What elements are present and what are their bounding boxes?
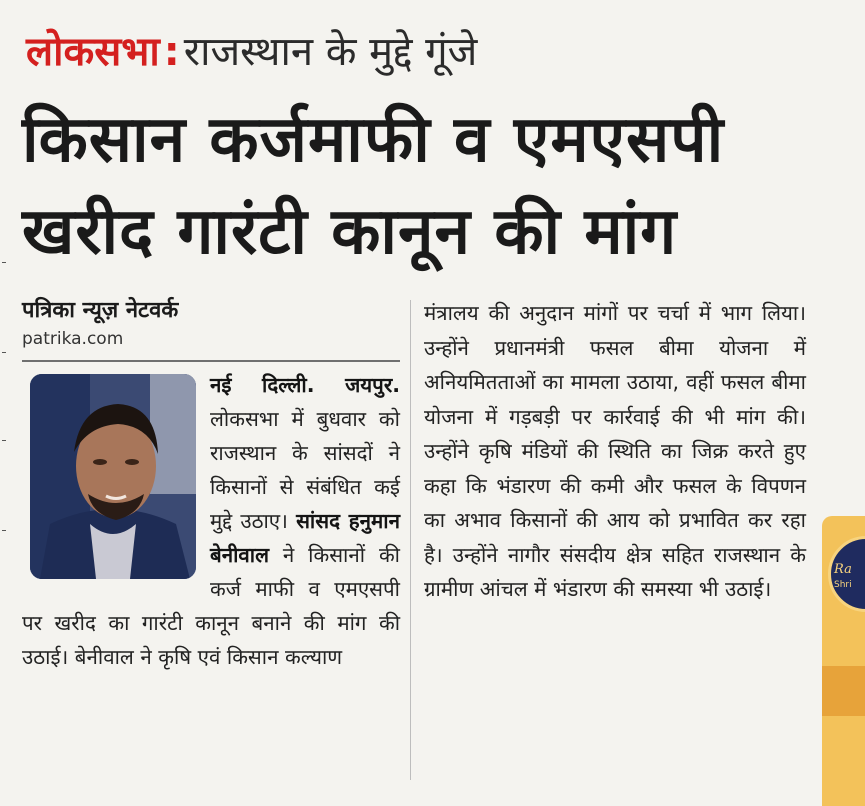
mp-photo — [30, 374, 196, 579]
dateline: नई दिल्ली. जयपुर. — [210, 373, 400, 397]
byline-site: patrika.com — [22, 329, 124, 349]
margin-mark — [2, 530, 6, 531]
margin-mark — [2, 352, 6, 353]
margin-mark — [2, 440, 6, 441]
byline-divider — [22, 360, 400, 362]
margin-mark — [2, 262, 6, 263]
headline-line-1: किसान कर्जमाफी व एमएसपी — [22, 103, 725, 177]
kicker-separator: : — [163, 29, 180, 75]
headline-line-2: खरीद गारंटी कानून की मांग — [22, 195, 678, 269]
kicker — [26, 24, 477, 80]
column-divider — [410, 300, 411, 780]
ad-subtext: Shri — [834, 580, 852, 590]
adjacent-advertisement — [822, 516, 865, 806]
article-body-left — [22, 368, 400, 674]
portrait-image — [30, 374, 196, 579]
article-column-left — [22, 296, 400, 674]
article-left-rest: ने किसानों की कर्ज माफी व एमएसपी पर खरीद का गारंटी कानून बनाने की मांग की उठाई। बेनीवाल ने कृषि एवं किसान कल्याण — [22, 543, 400, 669]
speaker-name: सांसद हनुमान बेनीवाल — [210, 509, 400, 567]
ad-text: Ra — [834, 562, 852, 577]
ad-band — [822, 666, 865, 716]
kicker-text: राजस्थान के मुद्दे गूंजे — [183, 29, 478, 75]
article-intro: लोकसभा में बुधवार को राजस्थान के सांसदों ने किसानों से संबंधित कई मुद्दे उठाए। — [210, 407, 400, 533]
article-column-right — [424, 296, 806, 607]
article-body-right: मंत्रालय की अनुदान मांगों पर चर्चा में भाग लिया। उन्होंने प्रधानमंत्री फसल बीमा योजना में अनियमितताओं का मामला उठाया, वहीं फसल बीमा योजना में गड़बड़ी पर कार्रवाई की भी मांग की। उन्होंने कृषि मंडियों की स्थिति का जिक्र करते हुए कहा कि भंडारण की कमी और फसल के विपणन का अभाव किसानों की आय को प्रभावित कर रहा है। उन्होंने नागौर संसदीय क्षेत्र सहित राजस्थान के ग्रामीण आंचल में भंडारण की समस्या भी उठाई। — [424, 301, 806, 601]
headline — [22, 94, 812, 278]
kicker-label: लोकसभा — [26, 29, 160, 75]
byline-agency: पत्रिका न्यूज़ नेटवर्क — [22, 298, 179, 323]
